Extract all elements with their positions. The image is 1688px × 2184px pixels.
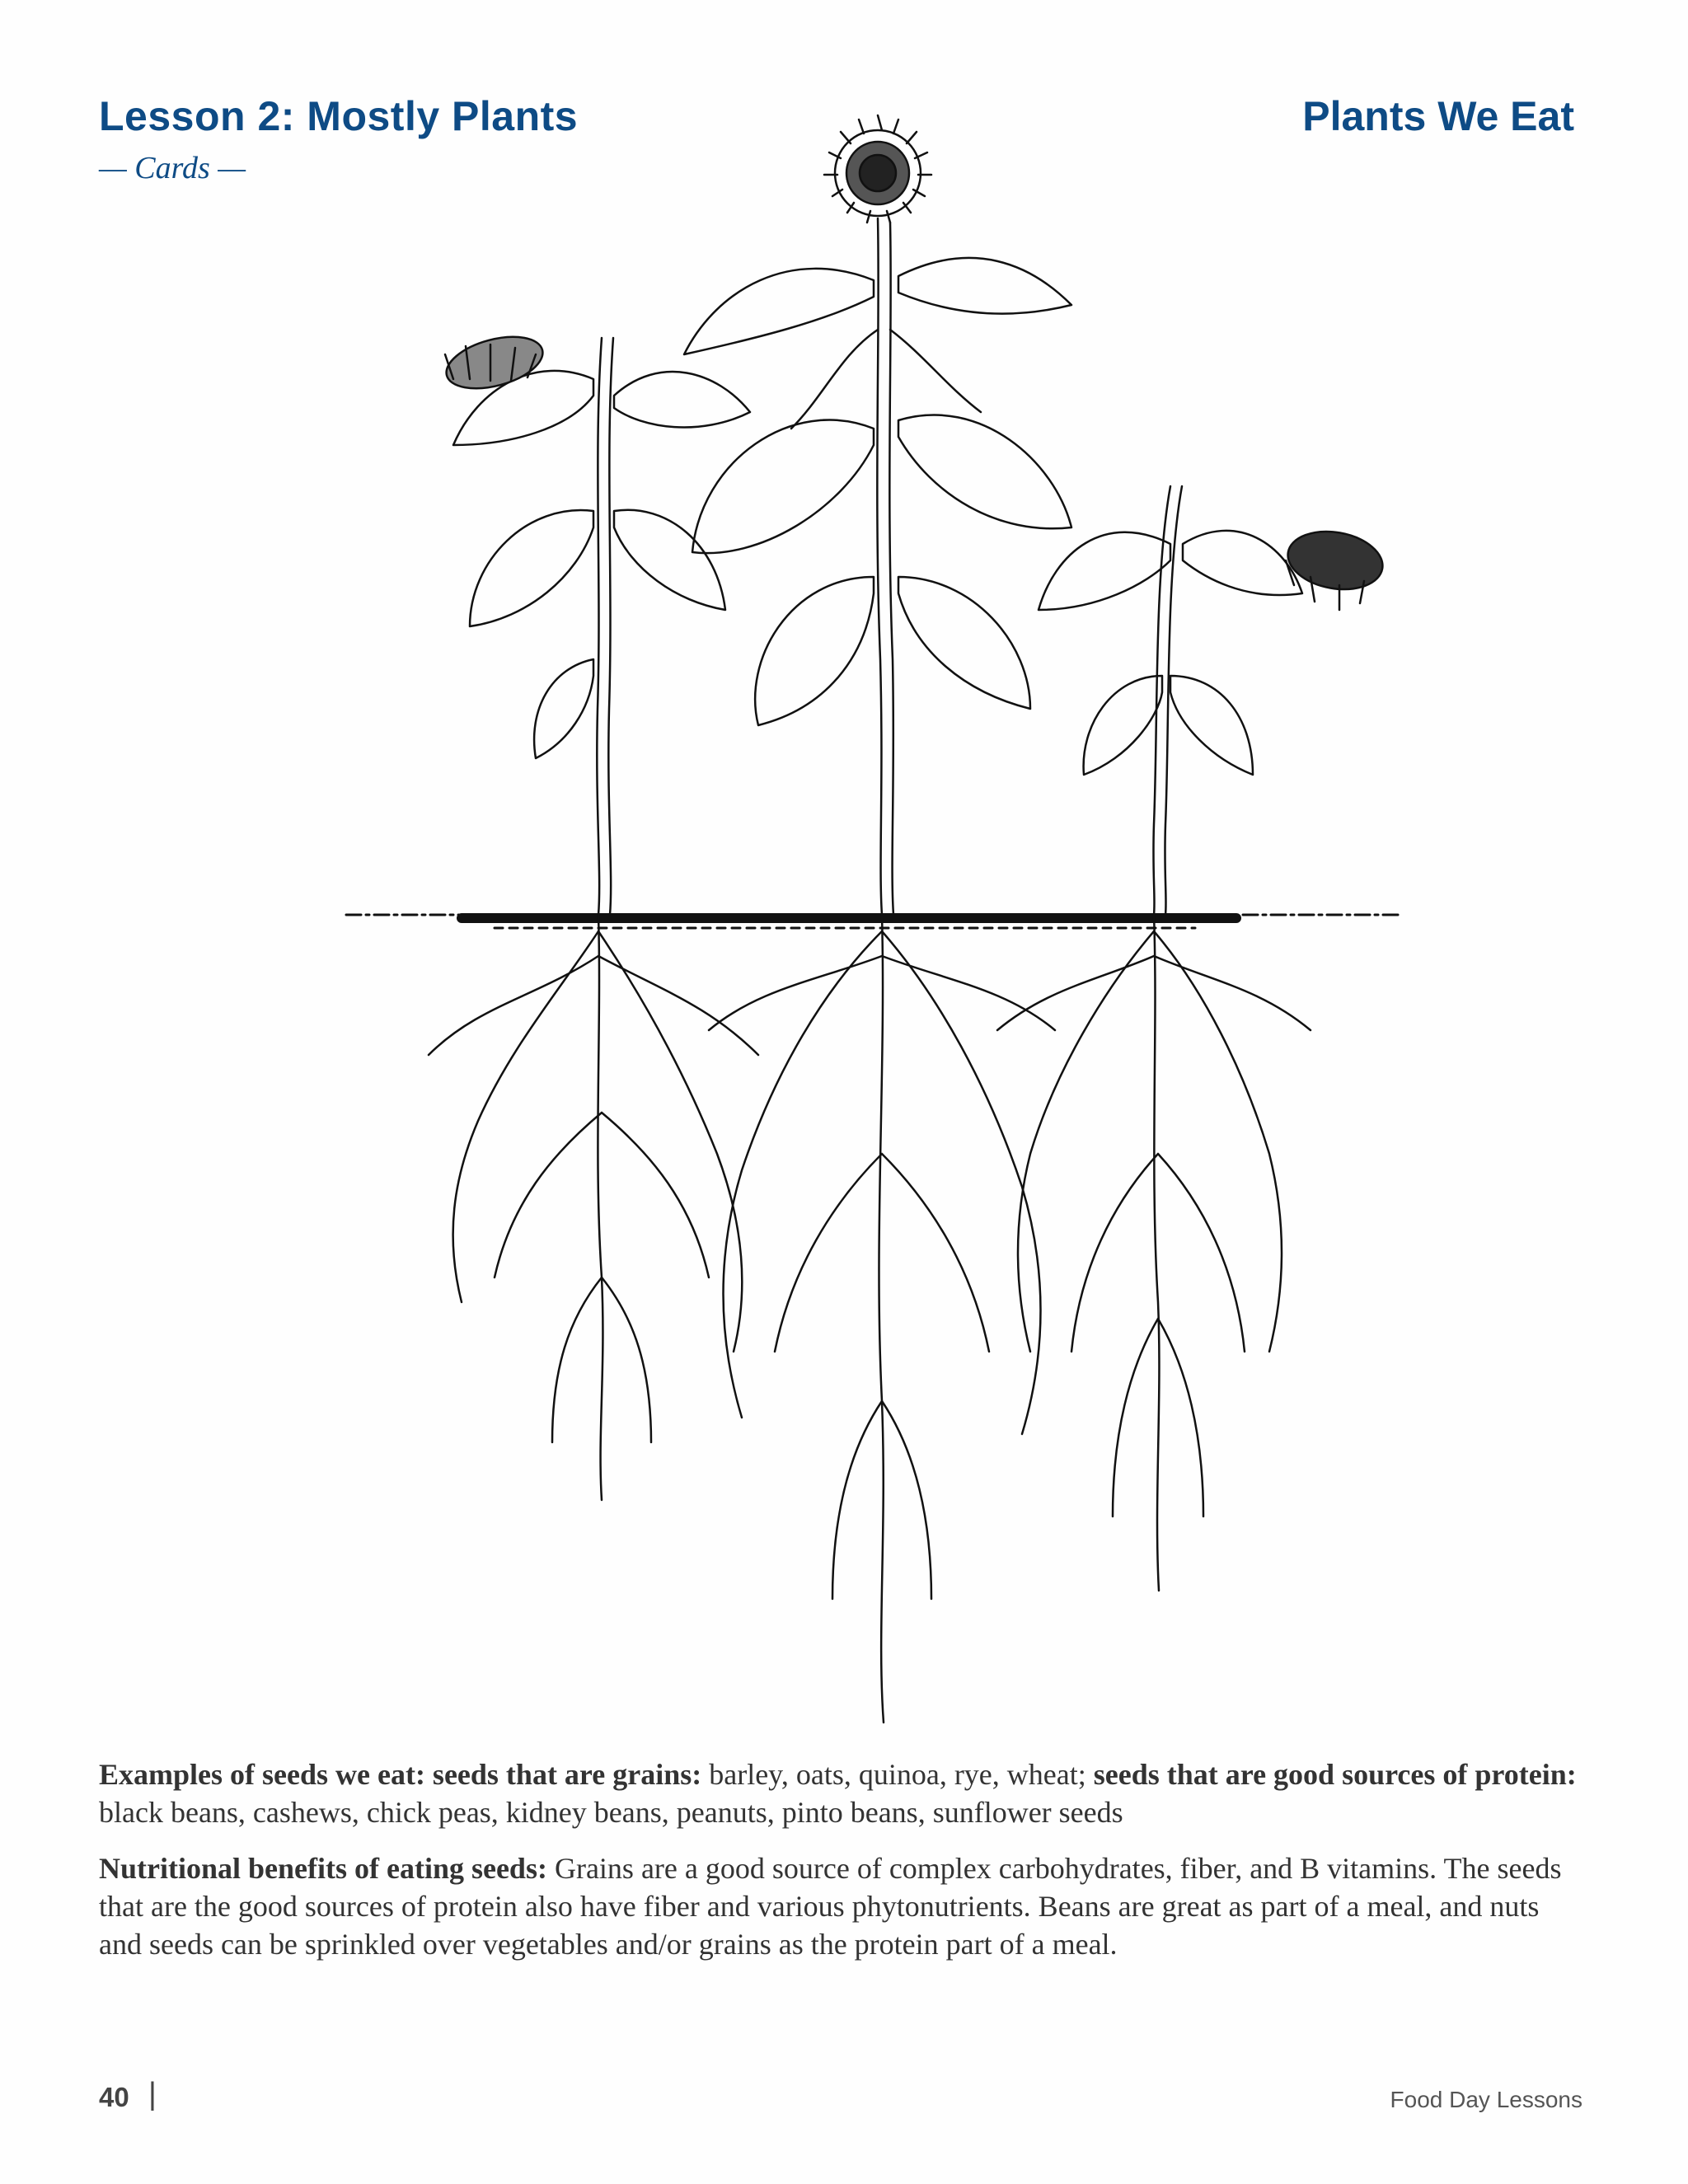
footer-separator: |	[148, 2077, 157, 2111]
lesson-title: Lesson 2: Mostly Plants	[99, 93, 579, 139]
left-stem-inner	[608, 338, 613, 915]
grains-list: barley, oats, quinoa, rye, wheat;	[701, 1758, 1094, 1791]
protein-seeds-list: black beans, cashews, chick peas, kidney beans, peanuts, pinto beans, sunflower seeds	[99, 1796, 1123, 1829]
body-text	[99, 1755, 1582, 1981]
right-roots	[997, 915, 1311, 1591]
seeds-examples-paragraph	[99, 1755, 1582, 1831]
center-stem-inner	[889, 223, 893, 915]
publication-name: Food Day Lessons	[1390, 2087, 1582, 2112]
center-roots	[709, 915, 1055, 1722]
center-flower-head	[824, 115, 931, 223]
protein-seeds-label: seeds that are good sources of protein:	[1093, 1758, 1577, 1791]
center-stem	[877, 218, 882, 915]
left-stem	[597, 338, 602, 915]
sunflower-illustration	[330, 82, 1418, 1739]
right-flower-head	[1283, 524, 1387, 610]
seeds-examples-lead: Examples of seeds we eat: seeds that are grains:	[99, 1758, 702, 1791]
page-heading: Plants We Eat	[1302, 93, 1574, 139]
nutrition-text: Grains are a good source of complex carbohydrates, fiber, and B vitamins. The seeds that are the good sources of protein also have fiber and various phytonutrients. Beans are great as part of a meal, and nuts and seeds can be sprinkled over vegetables and/or grains as the protein part of a meal.	[99, 1852, 1562, 1961]
left-roots	[429, 915, 758, 1500]
page-number: 40	[99, 2082, 129, 2112]
left-flower-head	[441, 327, 548, 397]
nutrition-lead: Nutritional benefits of eating seeds:	[99, 1852, 547, 1885]
nutrition-paragraph	[99, 1849, 1582, 1963]
cards-subtitle: — Cards —	[99, 151, 246, 185]
